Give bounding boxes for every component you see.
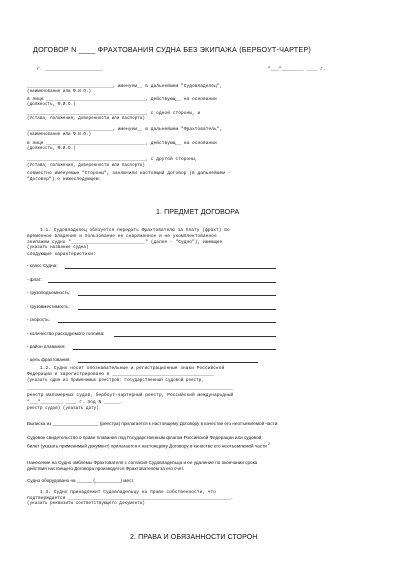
clause-1-2-fill: ___________________________________________________________________________ bbox=[27, 386, 234, 391]
characteristic-fill-line bbox=[114, 336, 276, 337]
extract-line: Выписка из __________________ (реестра) прилагается к настоящему Договору в качестве его неотъемлемой части. bbox=[27, 421, 279, 426]
party-2-rep-line: в лице ____________________________________, действующ__ на основании bbox=[27, 141, 217, 146]
clause-1-2-line-1: 1.2. Судно носит опознавательные и регистрационные знаки Российской bbox=[40, 366, 225, 371]
certificate-line-2 bbox=[27, 442, 270, 449]
characteristic-label: - грузовместимость: bbox=[27, 304, 70, 309]
footnote-mark: 2 bbox=[268, 442, 270, 446]
clause-1-1-line-3: экипажем судно "___________________________" (далее - "Судно"), имеющее bbox=[27, 240, 223, 245]
section-1-heading: 1. ПРЕДМЕТ ДОГОВОРА bbox=[156, 209, 240, 216]
party-1-rep-line: в лице ____________________________________, действующ__ на основании bbox=[27, 97, 217, 102]
characteristic-fill-line bbox=[58, 322, 276, 323]
party-1-basis-line: ___________________________________________, с одной стороны, и bbox=[27, 111, 201, 116]
clause-1-2-line-5: реестр маломерных судов, бербоут-чартерный реестр, Российский международный bbox=[27, 393, 234, 398]
emblem-line-2: действия настоящего Договора производятся Фрахтователем за его счет. bbox=[27, 466, 184, 471]
characteristic-label: - цель фрахтования: bbox=[27, 357, 71, 362]
clause-1-1-line-2: временное владение и пользование не снаряженное и не укомплектованное bbox=[27, 234, 217, 239]
party-1-basis-note: (Устава, положения, доверенности или паспорта) bbox=[27, 117, 145, 121]
clause-1-1-line-1: 1.1. Судовладелец обязуется передать Фрахтователю за плату (фрахт) во bbox=[40, 228, 230, 233]
clause-1-1-note: (указать название судна) bbox=[27, 246, 89, 250]
party-2-note: (наименование или Ф.И.О.) bbox=[27, 133, 92, 137]
characteristic-label: - количество расходуемого топлива: bbox=[27, 331, 105, 336]
party-2-rep-note: (должность, Ф.И.О.) bbox=[27, 147, 76, 151]
characteristic-label: - район плавания: bbox=[27, 344, 66, 349]
preamble-line-2: "Договор") о нижеследующем: bbox=[27, 177, 102, 182]
characteristic-label: - флаг: bbox=[27, 277, 42, 282]
party-1-rep-note: (должность, Ф.И.О.) bbox=[27, 103, 76, 107]
characteristic-label: - класс Судна: bbox=[27, 263, 58, 268]
characteristic-label: - скорость: bbox=[27, 317, 50, 322]
party-2-basis-note: (Устава, положения, доверенности или паспорта) bbox=[27, 164, 145, 168]
date-line: "___"________ ____ г. bbox=[268, 67, 326, 72]
clause-1-3-line-1: 1.3. Судно принадлежит Судовладельцу на праве собственности, что bbox=[40, 490, 217, 495]
party-2-basis-line: ___________________________________________, с другой стороны, bbox=[27, 157, 198, 162]
characteristic-fill-line bbox=[65, 268, 276, 269]
preamble-line-1: совместно именуемые "Стороны", заключили настоящий договор (в дальнейшем - bbox=[27, 171, 231, 176]
certificate-text: билет (указать применимый документ) прилагается к настоящему Договору в качестве его неотъемлемой части bbox=[27, 443, 267, 449]
characteristic-label: - грузоподъемность: bbox=[27, 290, 71, 295]
emblem-line-1: Нанесение на Судно эмблемы Фрахтователя с согласия Судовладельца и ее удаление по окончании срока bbox=[27, 460, 258, 465]
characteristic-fill-line bbox=[48, 282, 276, 283]
party-1-note: (наименование или Ф.И.О.) bbox=[27, 90, 92, 94]
section-2-heading: 2. ПРАВА И ОБЯЗАННОСТИ СТОРОН bbox=[130, 534, 258, 541]
clause-1-2-line-2: Федерации и зарегистрировано в _____________________________________ bbox=[27, 372, 215, 377]
characteristic-fill-line bbox=[78, 309, 276, 310]
document-title: ДОГОВОР N ____ ФРАХТОВАНИЯ СУДНА БЕЗ ЭКИПАЖА (БЕРБОУТ-ЧАРТЕР) bbox=[33, 45, 311, 54]
clause-1-1-line-5: следующие характеристики: bbox=[27, 252, 96, 257]
clause-1-2-note: (указать один из применимых реестров: Государственный судовой реестр, bbox=[27, 379, 204, 383]
certificate-line-1: Судовое свидетельство о праве плавания под Государственным флагом Российской Федерации или судовой bbox=[27, 435, 262, 440]
places-line: Судно оборудовано на ______ (__________) мест. bbox=[27, 478, 135, 483]
party-2-line: _______________________________, именуем__ в дальнейшем "Фрахтователь", bbox=[27, 127, 223, 132]
clause-1-2-line-7: реестр судов) (указать дату) bbox=[27, 407, 99, 411]
party-1-line: _______________________________, именуем__ в дальнейшем "Судовладелец", bbox=[27, 84, 223, 89]
clause-1-2-line-6: "___"________ ____ г. под N ______. bbox=[27, 400, 124, 405]
clause-1-3-line-2: подтверждается ___________________________________________________________. bbox=[27, 496, 234, 501]
city-line: г. _____________________ bbox=[37, 67, 104, 72]
characteristic-fill-line bbox=[78, 295, 276, 296]
clause-1-3-note: (указать реквизиты соответствующего документа) bbox=[27, 502, 145, 506]
characteristic-fill-line bbox=[73, 349, 276, 350]
characteristic-fill-line bbox=[78, 362, 258, 363]
